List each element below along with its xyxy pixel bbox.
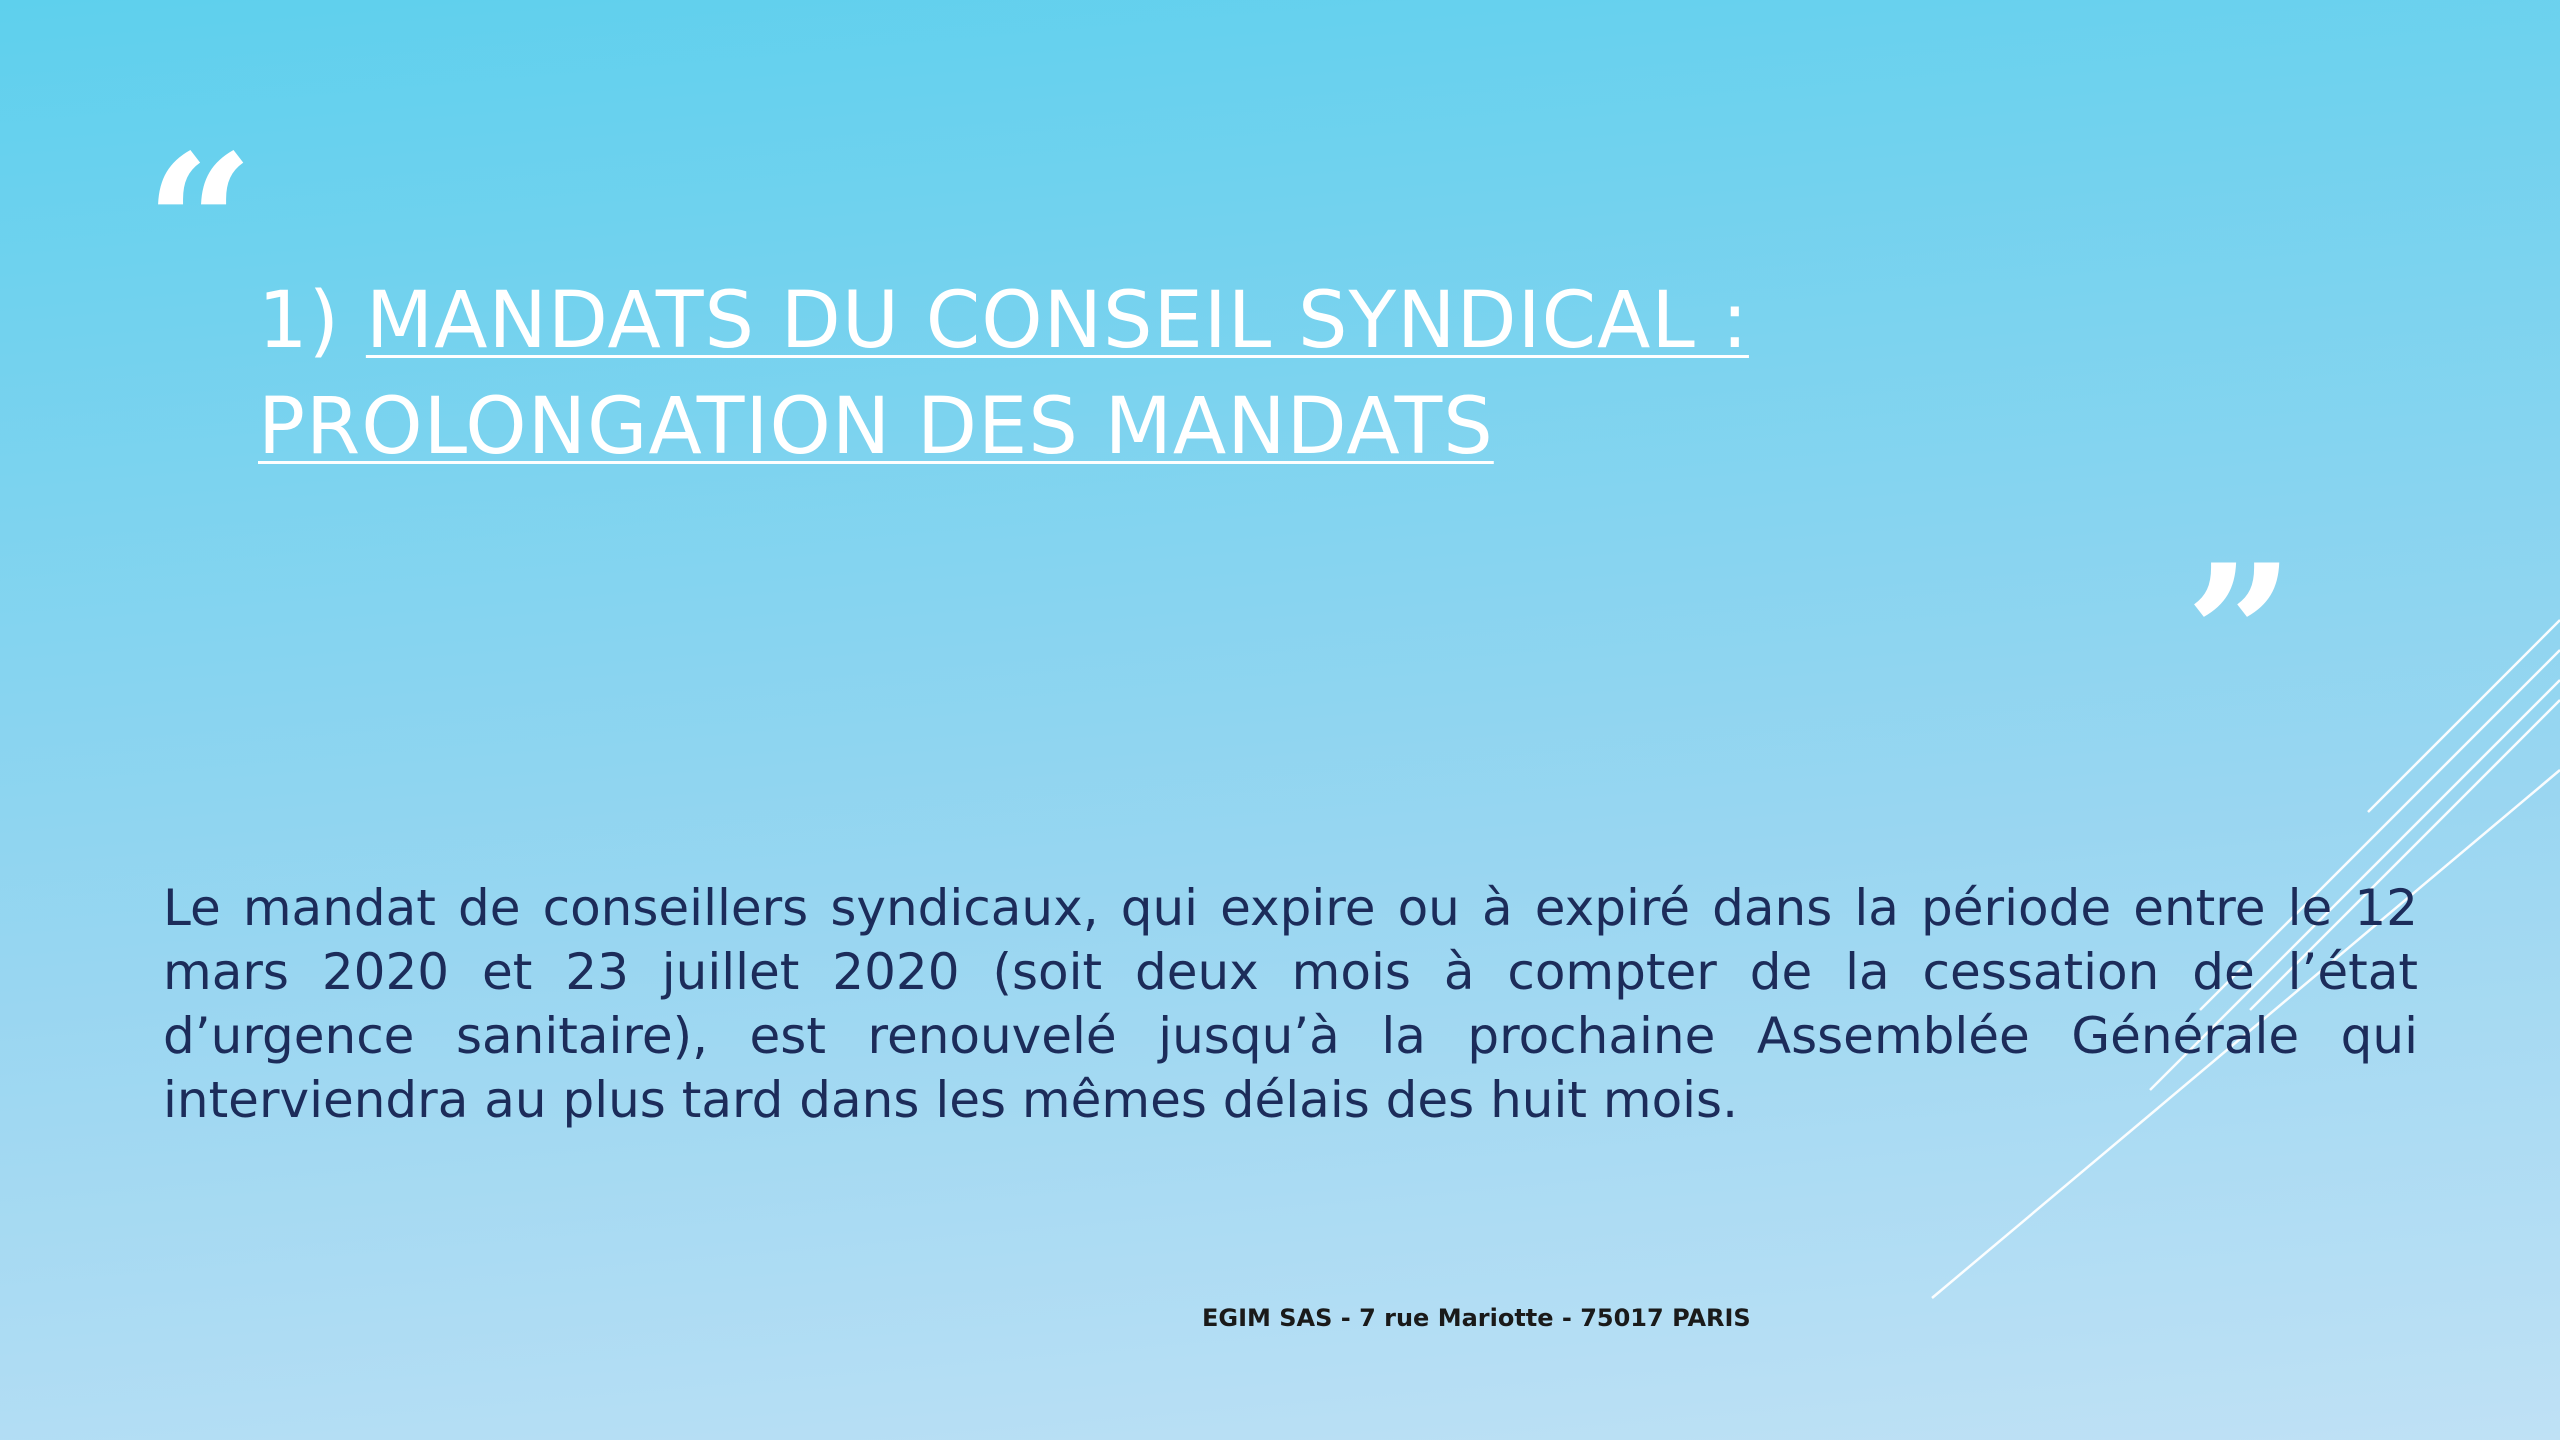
open-quote-mark: “: [145, 113, 255, 336]
title-line-1: MANDATS DU CONSEIL SYNDICAL :: [365, 276, 1749, 366]
close-quote-mark: ”: [2185, 523, 2295, 746]
title-line-2: PROLONGATION DES MANDATS: [258, 382, 1494, 472]
slide-title: [258, 268, 2158, 480]
title-number: 1): [258, 276, 366, 366]
footer-address: EGIM SAS - 7 rue Mariotte - 75017 PARIS: [1202, 1304, 1751, 1332]
body-paragraph: Le mandat de conseillers syndicaux, qui expire ou à expiré dans la période entre le 12 mars 2020 et 23 juillet 2020 (soit deux mois à compter de la cessation de l’état d’urgence sanitaire), est renouvelé jusqu’à la prochaine Assemblée Générale qui interviendra au plus tard dans les mêmes délais des huit mois.: [163, 879, 2418, 1129]
